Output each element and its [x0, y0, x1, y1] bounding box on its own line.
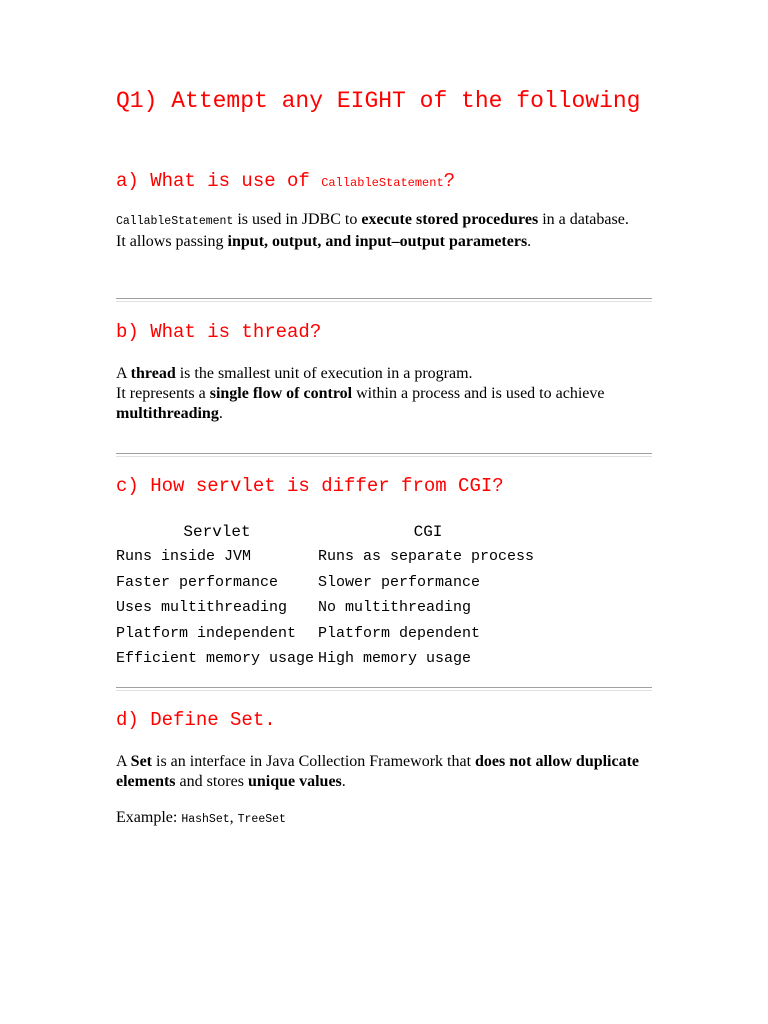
answer-b-text-3: It represents a [116, 385, 210, 402]
question-a-suffix: ? [443, 170, 456, 192]
answer-a-text-3: It allows passing [116, 233, 228, 250]
table-row [116, 646, 538, 672]
section-divider [116, 453, 652, 457]
question-b-heading: b) What is thread? [116, 321, 322, 343]
table-row [116, 570, 538, 596]
servlet-cgi-comparison-table [116, 520, 538, 672]
example-line [116, 808, 646, 830]
table-cell: Slower performance [318, 573, 481, 591]
answer-d-text-4: . [341, 773, 346, 790]
answer-d-bold-2: does not allow duplicate elements [116, 753, 640, 790]
table-row [116, 544, 538, 570]
answer-b-text-5: . [218, 405, 223, 422]
table-cell: Faster performance [116, 573, 279, 591]
table-header-cgi: CGI [413, 523, 443, 541]
question-a-heading [116, 170, 455, 192]
example-code-treeset: TreeSet [237, 813, 286, 826]
table-cell: Platform independent [116, 624, 297, 642]
section-divider [116, 687, 652, 691]
answer-b [116, 364, 646, 424]
answer-d-bold-1: Set [130, 753, 152, 770]
table-cell: No multithreading [318, 599, 472, 617]
table-header-row [116, 520, 538, 544]
answer-d-bold-3: unique values [247, 773, 342, 790]
question-a-prefix: a) What is use of [116, 170, 322, 192]
table-cell: Runs as separate process [318, 548, 535, 566]
answer-b-text-2: is the smallest unit of execution in a program. [175, 365, 473, 382]
answer-b-text-4: within a process and is used to achieve [352, 385, 605, 402]
answer-b-text-1: A [116, 365, 131, 382]
answer-b-bold-3: multithreading [116, 405, 219, 422]
table-cell: Platform dependent [318, 624, 481, 642]
table-cell: Uses multithreading [116, 599, 288, 617]
answer-a-text-4: . [527, 233, 532, 250]
page-title: Q1) Attempt any EIGHT of the following [116, 88, 641, 114]
answer-b-bold-1: thread [130, 365, 176, 382]
answer-d [116, 752, 646, 792]
answer-a-bold-1: execute stored procedures [361, 211, 539, 228]
question-d-heading: d) Define Set. [116, 709, 276, 731]
answer-d-text-3: and stores [175, 773, 248, 790]
table-header-servlet: Servlet [183, 523, 251, 541]
answer-a [116, 210, 646, 252]
table-row [116, 595, 538, 621]
section-divider [116, 298, 652, 302]
answer-b-bold-2: single flow of control [209, 385, 353, 402]
table-cell: Runs inside JVM [116, 548, 252, 566]
example-code-hashset: HashSet [181, 813, 230, 826]
example-separator: , [229, 809, 238, 826]
table-row [116, 621, 538, 647]
answer-a-bold-2: input, output, and input–output parameters [227, 233, 528, 250]
answer-d-text-1: A [116, 753, 131, 770]
table-cell: Efficient memory usage [116, 650, 315, 668]
answer-a-text-1: is used in JDBC to [233, 211, 362, 228]
table-cell: High memory usage [318, 650, 472, 668]
answer-d-text-2: is an interface in Java Collection Framework that [152, 753, 476, 770]
answer-a-code: CallableStatement [116, 215, 234, 228]
question-a-code: CallableStatement [321, 176, 444, 190]
question-c-heading: c) How servlet is differ from CGI? [116, 475, 504, 497]
answer-a-text-2: in a database. [538, 211, 629, 228]
example-label: Example: [116, 809, 182, 826]
